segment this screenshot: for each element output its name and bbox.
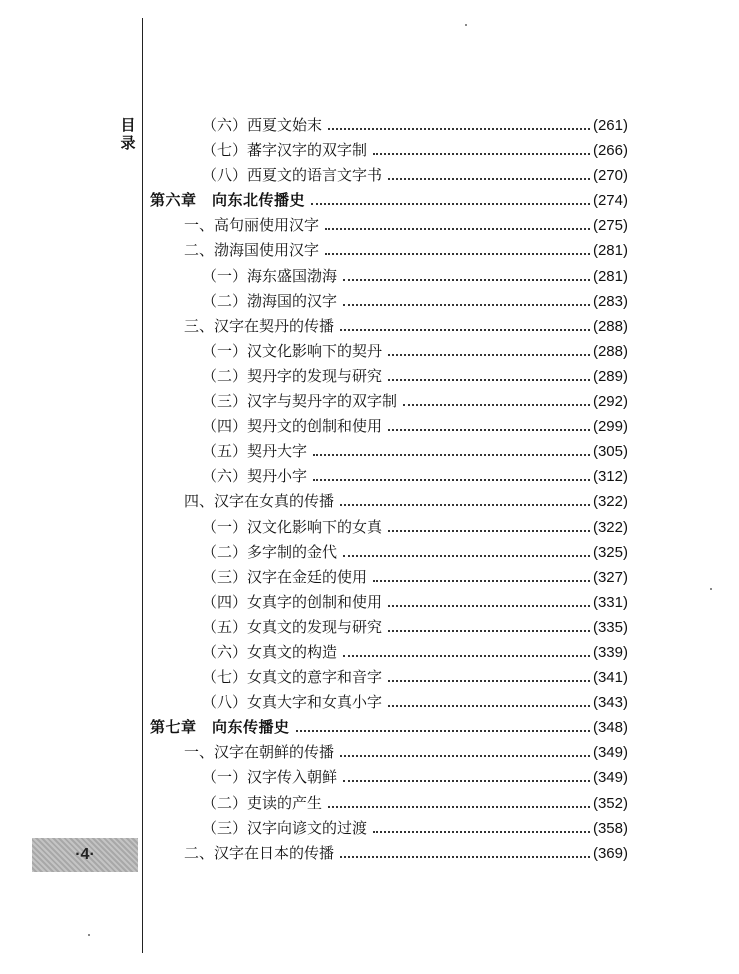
toc-entry-title: （四）契丹文的创制和使用 [202,417,383,436]
dot-leader [373,152,590,155]
dot-leader [388,428,590,431]
toc-entry [150,239,628,264]
toc-entry-title: （六）女真文的构造 [202,642,338,661]
toc-entry [150,265,628,290]
toc-entry-title: （三）汉字向谚文的过渡 [202,818,368,837]
dot-leader [340,328,590,331]
section-side-label: 目录 [120,116,136,152]
toc-entry-page: (349) [592,769,628,787]
scan-speck [710,588,712,590]
toc-entry-page: (281) [592,242,628,260]
dot-leader [343,779,590,782]
toc-entry [150,541,628,566]
toc-entry-page: (266) [592,142,628,160]
toc-entry-page: (325) [592,543,628,561]
toc-entry [150,114,628,139]
toc-entry-title: 二、汉字在日本的传播 [184,843,335,862]
dot-leader [373,579,590,582]
toc-entry-title: （二）多字制的金代 [202,542,338,561]
toc-entry-page: (292) [592,393,628,411]
toc-entry-title: （四）女真字的创制和使用 [202,592,383,611]
dot-leader [340,503,590,506]
toc-entry [150,214,628,239]
dot-leader [325,227,590,230]
toc-entry-page: (283) [592,292,628,310]
toc-entry-title: （八）西夏文的语言文字书 [202,166,383,185]
toc-entry [150,315,628,340]
toc-entry-title: （五）契丹大字 [202,442,308,461]
toc-entry-page: (288) [592,317,628,335]
toc-entry-title: 三、汉字在契丹的传播 [184,316,335,335]
toc-entry [150,741,628,766]
toc-chapter-entry [150,189,628,214]
toc-entry-page: (327) [592,568,628,586]
dot-leader [373,830,590,833]
toc-entry-page: (299) [592,418,628,436]
toc-entry-title: （六）契丹小字 [202,467,308,486]
toc-entry-title: （二）吏读的产生 [202,793,323,812]
toc-entry-page: (335) [592,618,628,636]
toc-entry-title: （三）汉字在金廷的使用 [202,567,368,586]
toc-entry-page: (261) [592,117,628,134]
toc-entry-page: (322) [592,518,628,536]
margin-rule [142,18,143,953]
toc-entry-page: (369) [592,844,628,862]
scan-speck [88,934,90,936]
toc-entry [150,340,628,365]
dot-leader [388,353,590,356]
toc-entry-page: (288) [592,342,628,360]
toc-entry-title: （七）蕃字汉字的双字制 [202,141,368,160]
toc-entry [150,691,628,716]
dot-leader [388,704,590,707]
dot-leader [313,453,590,456]
toc-entry [150,415,628,440]
toc-entry [150,516,628,541]
dot-leader [388,604,590,607]
toc-entry [150,566,628,591]
toc-entry-title: 第六章 向东北传播史 [150,191,306,210]
toc-entry-page: (322) [592,493,628,511]
toc-entry-page: (274) [592,192,628,210]
toc-entry [150,842,628,867]
toc-entry [150,465,628,490]
toc-chapter-entry [150,716,628,741]
toc-entry-page: (341) [592,669,628,687]
dot-leader [343,554,590,557]
dot-leader [340,855,590,858]
toc-entry-page: (312) [592,468,628,486]
toc-entry [150,817,628,842]
toc-entry-page: (358) [592,819,628,837]
dot-leader [296,729,590,732]
toc-entry-title: （五）女真文的发现与研究 [202,617,383,636]
dot-leader [388,378,590,381]
dot-leader [328,127,590,130]
toc-entry-title: 四、汉字在女真的传播 [184,492,335,511]
toc-entry-page: (331) [592,593,628,611]
toc-entry-title: （八）女真大字和女真小字 [202,693,383,712]
toc-entry-title: （一）汉字传入朝鲜 [202,768,338,787]
toc-entry [150,390,628,415]
toc-entry-page: (339) [592,643,628,661]
toc-entry-page: (343) [592,694,628,712]
dot-leader [313,478,590,481]
toc-entry [150,766,628,791]
toc-entry [150,440,628,465]
toc-entry-title: 一、汉字在朝鲜的传播 [184,743,335,762]
toc-entry-page: (289) [592,367,628,385]
toc-entry-page: (349) [592,744,628,762]
dot-leader [328,805,590,808]
dot-leader [403,403,590,406]
toc-entry-title: （六）西夏文始末 [202,116,323,134]
toc-entry-page: (275) [592,217,628,235]
toc-entry-title: 二、渤海国使用汉字 [184,241,320,260]
toc-entry-page: (348) [592,719,628,737]
dot-leader [343,278,590,281]
toc-entry [150,616,628,641]
scan-speck [465,24,467,26]
toc-entry [150,591,628,616]
toc-entry-page: (305) [592,443,628,461]
table-of-contents [150,114,628,867]
dot-leader [311,202,590,205]
toc-entry [150,641,628,666]
toc-entry [150,139,628,164]
toc-entry [150,666,628,691]
dot-leader [343,654,590,657]
dot-leader [325,252,590,255]
toc-entry [150,290,628,315]
toc-entry-title: （一）海东盛国渤海 [202,266,338,285]
toc-entry [150,164,628,189]
dot-leader [388,679,590,682]
toc-entry [150,365,628,390]
toc-entry-page: (352) [592,794,628,812]
toc-entry-title: 第七章 向东传播史 [150,718,290,737]
dot-leader [340,754,590,757]
toc-entry-page: (270) [592,167,628,185]
toc-entry-title: （二）契丹字的发现与研究 [202,366,383,385]
dot-leader [343,303,590,306]
toc-entry-page: (281) [592,267,628,285]
page-number-tab [32,838,138,872]
dot-leader [388,529,590,532]
toc-entry-title: （一）汉文化影响下的女真 [202,517,383,536]
toc-entry-title: （二）渤海国的汉字 [202,291,338,310]
toc-entry-title: （七）女真文的意字和音字 [202,668,383,687]
toc-entry-title: （三）汉字与契丹字的双字制 [202,392,398,411]
dot-leader [388,629,590,632]
toc-entry [150,490,628,515]
page-number: ·4· [75,846,95,863]
toc-entry-title: 一、高句丽使用汉字 [184,216,320,235]
toc-entry [150,792,628,817]
toc-entry-title: （一）汉文化影响下的契丹 [202,341,383,360]
dot-leader [388,177,590,180]
